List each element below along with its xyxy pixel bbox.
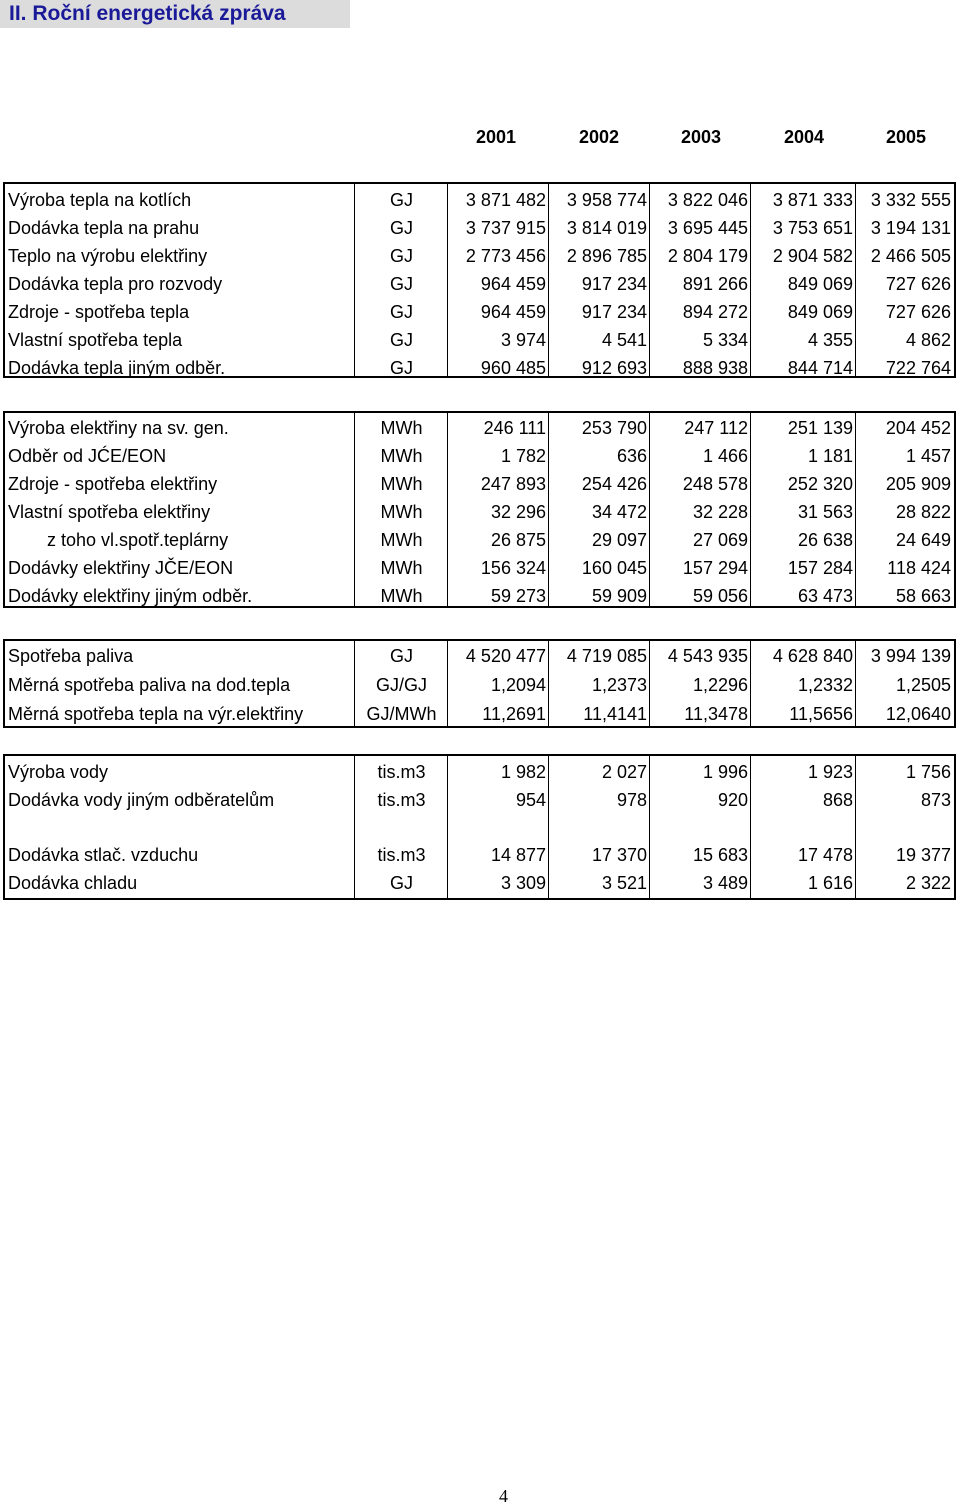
value-cell: 727 626	[885, 301, 951, 322]
value-cell: 17 370	[591, 844, 647, 865]
value-cell: 3 822 046	[667, 189, 748, 210]
year-header: 2005	[885, 127, 926, 147]
value-cell: 3 753 651	[772, 217, 853, 238]
row-label: Dodávky elektřiny JČE/EON	[8, 557, 234, 578]
row-unit: MWh	[380, 417, 423, 438]
table-row	[5, 582, 954, 610]
value-cell: 4 543 935	[667, 646, 748, 666]
value-cell: 247 893	[480, 473, 546, 494]
row-unit: tis.m3	[377, 789, 426, 810]
table-row	[5, 758, 954, 786]
table-row	[5, 414, 954, 442]
row-unit: MWh	[380, 557, 423, 578]
page-title: II. Roční energetická zpráva	[0, 0, 350, 28]
value-cell: 1 923	[807, 761, 853, 782]
row-label: Výroba elektřiny na sv. gen.	[8, 417, 229, 438]
table-row	[5, 671, 954, 700]
value-cell: 59 909	[591, 585, 647, 606]
row-unit: tis.m3	[377, 761, 426, 782]
year-header: 2003	[680, 127, 721, 147]
row-label: Dodávka vody jiným odběratelům	[8, 789, 275, 810]
year-header: 2001	[475, 127, 516, 147]
value-cell: 3 871 333	[772, 189, 853, 210]
value-cell: 1 181	[807, 445, 853, 466]
value-cell: 160 045	[581, 557, 647, 578]
value-cell: 3 974	[500, 329, 546, 350]
row-label: Dodávka stlač. vzduchu	[8, 844, 199, 865]
row-unit: GJ	[389, 273, 413, 294]
row-unit: MWh	[380, 473, 423, 494]
row-unit: GJ	[389, 872, 413, 893]
table-row	[5, 498, 954, 526]
value-cell: 253 790	[581, 417, 647, 438]
row-unit: GJ/GJ	[375, 675, 427, 695]
row-label: Dodávky elektřiny jiným odběr.	[8, 585, 253, 606]
value-cell: 3 814 019	[566, 217, 647, 238]
value-cell: 727 626	[885, 273, 951, 294]
value-cell: 954	[515, 789, 546, 810]
value-cell: 1 616	[807, 872, 853, 893]
row-label: Zdroje - spotřeba tepla	[8, 301, 190, 322]
value-cell: 4 541	[601, 329, 647, 350]
value-cell: 15 683	[692, 844, 748, 865]
value-cell: 11,4141	[583, 704, 647, 724]
value-cell: 247 112	[684, 417, 748, 438]
row-unit: GJ	[389, 245, 413, 266]
data-table-section	[3, 411, 956, 608]
value-cell: 917 234	[581, 301, 647, 322]
value-cell: 29 097	[591, 529, 647, 550]
value-cell: 26 638	[797, 529, 853, 550]
value-cell: 58 663	[895, 585, 951, 606]
table-row	[5, 786, 954, 814]
data-table-section	[3, 639, 956, 728]
row-label: Vlastní spotřeba elektřiny	[8, 501, 211, 522]
value-cell: 2 773 456	[465, 245, 546, 266]
value-cell: 894 272	[682, 301, 748, 322]
value-cell: 3 871 482	[465, 189, 546, 210]
value-cell: 2 027	[601, 761, 647, 782]
table-row	[5, 470, 954, 498]
value-cell: 248 578	[682, 473, 748, 494]
value-cell: 1 756	[905, 761, 951, 782]
value-cell: 3 521	[601, 872, 647, 893]
row-unit: GJ	[389, 646, 413, 666]
row-unit: MWh	[380, 585, 423, 606]
value-cell: 24 649	[895, 529, 951, 550]
value-cell: 4 520 477	[465, 646, 546, 666]
row-label: Zdroje - spotřeba elektřiny	[8, 473, 218, 494]
table-row	[5, 554, 954, 582]
value-cell: 3 332 555	[870, 189, 951, 210]
data-table-section	[3, 182, 956, 378]
data-table-section	[3, 754, 956, 900]
value-cell: 3 994 139	[870, 646, 951, 666]
value-cell: 1,2296	[692, 675, 748, 695]
value-cell: 1 782	[500, 445, 546, 466]
row-unit: GJ	[389, 329, 413, 350]
value-cell: 32 296	[490, 501, 546, 522]
value-cell: 252 320	[787, 473, 853, 494]
row-unit: tis.m3	[377, 844, 426, 865]
value-cell: 1 982	[500, 761, 546, 782]
row-label: Vlastní spotřeba tepla	[8, 329, 183, 350]
value-cell: 156 324	[480, 557, 546, 578]
value-cell: 3 194 131	[870, 217, 951, 238]
value-cell: 63 473	[797, 585, 853, 606]
row-label: Výroba vody	[8, 761, 109, 782]
row-unit: GJ	[389, 217, 413, 238]
value-cell: 4 628 840	[772, 646, 853, 666]
value-cell: 12,0640	[885, 704, 951, 724]
value-cell: 2 466 505	[870, 245, 951, 266]
value-cell: 118 424	[887, 557, 951, 578]
row-unit: GJ/MWh	[366, 704, 437, 724]
value-cell: 17 478	[797, 844, 853, 865]
table-row	[5, 298, 954, 326]
value-cell: 246 111	[483, 417, 546, 438]
table-row	[5, 270, 954, 298]
value-cell: 891 266	[682, 273, 748, 294]
row-label: Spotřeba paliva	[8, 646, 134, 666]
value-cell: 14 877	[490, 844, 546, 865]
table-row	[5, 642, 954, 671]
value-cell: 204 452	[885, 417, 951, 438]
value-cell: 2 904 582	[772, 245, 853, 266]
value-cell: 26 875	[490, 529, 546, 550]
value-cell: 11,3478	[684, 704, 748, 724]
value-cell: 636	[616, 445, 647, 466]
value-cell: 251 139	[787, 417, 853, 438]
value-cell: 849 069	[787, 273, 853, 294]
value-cell: 964 459	[480, 273, 546, 294]
value-cell: 19 377	[895, 844, 951, 865]
value-cell: 1 457	[905, 445, 951, 466]
table-row	[5, 700, 954, 729]
value-cell: 1 466	[702, 445, 748, 466]
value-cell: 868	[822, 789, 853, 810]
row-unit: GJ	[389, 301, 413, 322]
value-cell: 912 693	[581, 357, 647, 378]
value-cell: 3 695 445	[667, 217, 748, 238]
value-cell: 1 996	[702, 761, 748, 782]
value-cell: 27 069	[692, 529, 748, 550]
row-label: Dodávka tepla jiným odběr.	[8, 357, 226, 378]
table-row	[5, 442, 954, 470]
value-cell: 1,2505	[895, 675, 951, 695]
value-cell: 4 355	[807, 329, 853, 350]
table-row	[5, 326, 954, 354]
value-cell: 5 334	[702, 329, 748, 350]
value-cell: 59 056	[692, 585, 748, 606]
table-row	[5, 841, 954, 869]
value-cell: 960 485	[480, 357, 546, 378]
value-cell: 978	[616, 789, 647, 810]
row-label: Teplo na výrobu elektřiny	[8, 245, 208, 266]
year-header-row	[0, 124, 960, 150]
row-label: Měrná spotřeba paliva na dod.tepla	[8, 675, 291, 695]
table-row	[5, 214, 954, 242]
value-cell: 844 714	[787, 357, 853, 378]
row-label: Měrná spotřeba tepla na výr.elektřiny	[8, 704, 304, 724]
row-unit: MWh	[380, 501, 423, 522]
value-cell: 157 284	[787, 557, 853, 578]
value-cell: 32 228	[692, 501, 748, 522]
table-row	[5, 869, 954, 897]
value-cell: 11,2691	[482, 704, 546, 724]
value-cell: 28 822	[895, 501, 951, 522]
value-cell: 157 294	[682, 557, 748, 578]
row-label: Dodávka tepla na prahu	[8, 217, 200, 238]
value-cell: 1,2373	[591, 675, 647, 695]
value-cell: 1,2332	[797, 675, 853, 695]
value-cell: 3 489	[702, 872, 748, 893]
value-cell: 3 737 915	[465, 217, 546, 238]
value-cell: 205 909	[885, 473, 951, 494]
value-cell: 849 069	[787, 301, 853, 322]
row-label: Dodávka tepla pro rozvody	[8, 273, 223, 294]
value-cell: 873	[920, 789, 951, 810]
value-cell: 917 234	[581, 273, 647, 294]
table-row	[5, 242, 954, 270]
table-row	[5, 526, 954, 554]
table-row	[5, 186, 954, 214]
value-cell: 3 309	[500, 872, 546, 893]
year-header: 2002	[578, 127, 619, 147]
row-unit: GJ	[389, 357, 413, 378]
row-label: Odběr od JĆE/EON	[8, 445, 167, 466]
year-header: 2004	[783, 127, 824, 147]
value-cell: 964 459	[480, 301, 546, 322]
page-number: 4	[499, 1486, 508, 1506]
table-row	[5, 354, 954, 382]
row-unit: GJ	[389, 189, 413, 210]
value-cell: 920	[717, 789, 748, 810]
value-cell: 1,2094	[490, 675, 546, 695]
value-cell: 31 563	[797, 501, 853, 522]
row-label: z toho vl.spotř.teplárny	[47, 529, 229, 550]
row-label: Výroba tepla na kotlích	[8, 189, 192, 210]
value-cell: 4 719 085	[566, 646, 647, 666]
value-cell: 888 938	[682, 357, 748, 378]
value-cell: 2 896 785	[566, 245, 647, 266]
value-cell: 3 958 774	[566, 189, 647, 210]
value-cell: 4 862	[905, 329, 951, 350]
value-cell: 2 322	[905, 872, 951, 893]
value-cell: 2 804 179	[667, 245, 748, 266]
value-cell: 59 273	[490, 585, 546, 606]
row-label: Dodávka chladu	[8, 872, 138, 893]
row-unit: MWh	[380, 445, 423, 466]
value-cell: 722 764	[885, 357, 951, 378]
value-cell: 34 472	[591, 501, 647, 522]
row-unit: MWh	[380, 529, 423, 550]
value-cell: 11,5656	[789, 704, 853, 724]
value-cell: 254 426	[581, 473, 647, 494]
